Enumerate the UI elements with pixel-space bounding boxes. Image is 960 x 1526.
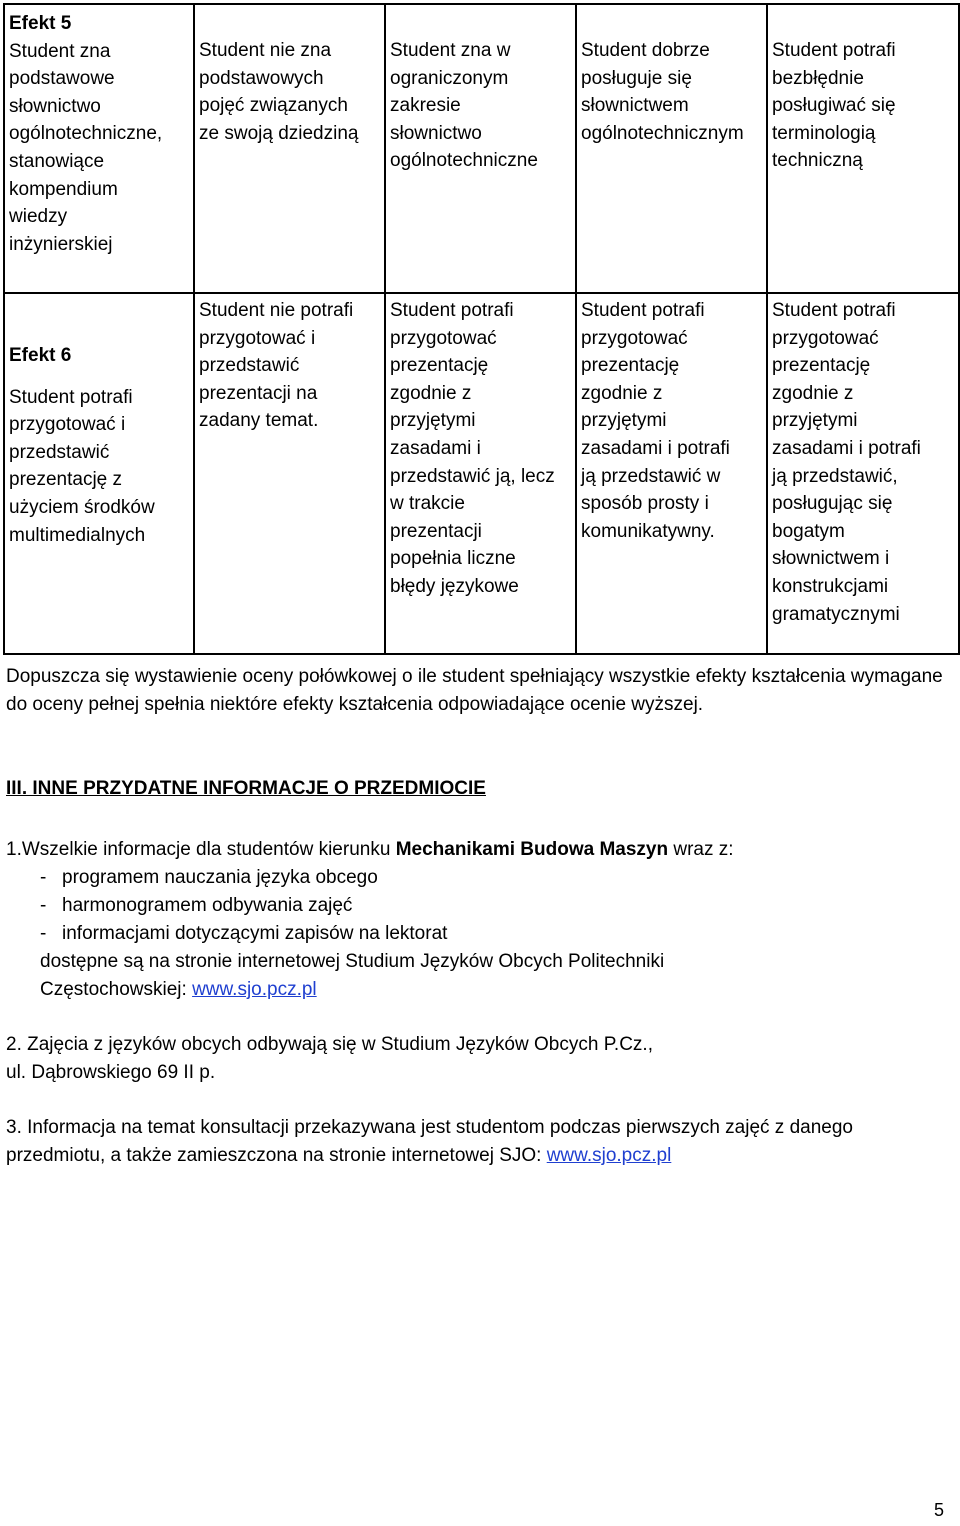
grade-cell xyxy=(194,293,385,654)
effect-description: Student zna podstawowe słownictwo ogólnotechniczne, stanowiące kompendium wiedzy inżynierskiej xyxy=(9,40,163,255)
sjo-website-link[interactable]: www.sjo.pcz.pl xyxy=(192,979,317,1000)
list-item-text: harmonogramem odbywania zajęć xyxy=(62,895,353,916)
table-row xyxy=(4,293,959,654)
grade-cell xyxy=(385,4,576,293)
grade-cell xyxy=(194,4,385,293)
sjo-website-link[interactable]: www.sjo.pcz.pl xyxy=(546,1145,672,1166)
grade-text: Student potrafi przygotować prezentację zgodnie z przyjętymi zasadami i przedstawić ją, lecz w trakcie prezentacji popełnia liczne błędy językowe xyxy=(390,300,555,597)
grading-note: Dopuszcza się wystawienie oceny połówkowej o ile student spełniający wszystkie efekty kształcenia wymagane do oceny pełnej spełnia niektóre efekty kształcenia odpowiadające ocenie wyższej. xyxy=(6,666,943,715)
info-intro-suffix: wraz z: xyxy=(668,839,734,860)
page-number: 5 xyxy=(933,1500,944,1520)
effect-cell xyxy=(4,293,194,654)
info-intro xyxy=(6,836,950,864)
effect-description: Student potrafi przygotować i przedstawić prezentację z użyciem środków multimedialnych xyxy=(9,386,155,546)
info-line: 2. Zajęcia z języków obcych odbywają się w Studium Języków Obcych P.Cz., xyxy=(6,1034,653,1055)
grade-cell xyxy=(767,293,959,654)
effect-cell xyxy=(4,4,194,293)
info-line: ul. Dąbrowskiego 69 II p. xyxy=(6,1062,216,1083)
grade-cell xyxy=(576,4,767,293)
list-item-text: informacjami dotyczącymi zapisów na lektorat xyxy=(62,923,448,944)
effect-title: Efekt 5 xyxy=(9,13,72,34)
info-intro-prefix: 1.Wszelkie informacje dla studentów kierunku xyxy=(6,839,396,860)
info-text: 3. Informacja na temat konsultacji przekazywana jest studentom podczas pierwszych zajęć z danego przedmiotu, a także zamieszczona na stronie internetowej SJO: xyxy=(6,1117,853,1166)
effects-table xyxy=(3,3,960,655)
effect-title: Efekt 6 xyxy=(9,345,72,366)
list-item xyxy=(6,920,950,948)
dash-bullet: - xyxy=(40,867,47,888)
grade-text: Student potrafi bezbłędnie posługiwać się terminologią techniczną xyxy=(772,40,896,172)
grade-text: Student zna w ograniczonym zakresie słownictwo ogólnotechniczne xyxy=(390,40,538,172)
field-of-study: Mechanikami Budowa Maszyn xyxy=(395,839,669,860)
grade-text: Student nie potrafi przygotować i przedstawić prezentacji na zadany temat. xyxy=(199,300,354,432)
availability-text: Częstochowskiej: xyxy=(40,979,193,1000)
list-item xyxy=(6,864,950,892)
list-item xyxy=(6,892,950,920)
info-item-1 xyxy=(6,836,950,1004)
dash-bullet: - xyxy=(40,923,47,944)
table-row xyxy=(4,4,959,293)
availability-line-2 xyxy=(6,976,950,1004)
info-item-3 xyxy=(6,1114,950,1170)
grade-text: Student potrafi przygotować prezentację zgodnie z przyjętymi zasadami i potrafi ją przedstawić, posługując się bogatym słownictwem i konstrukcjami gramatycznymi xyxy=(772,300,921,625)
grade-text: Student dobrze posługuje się słownictwem ogólnotechnicznym xyxy=(581,40,744,144)
grade-text: Student potrafi przygotować prezentację zgodnie z przyjętymi zasadami i potrafi ją przedstawić w sposób prosty i komunikatywny. xyxy=(581,300,730,542)
grade-text: Student nie zna podstawowych pojęć związanych ze swoją dziedziną xyxy=(199,40,359,144)
availability-line: dostępne są na stronie internetowej Studium Języków Obcych Politechniki xyxy=(40,951,665,972)
list-item-text: programem nauczania języka obcego xyxy=(62,867,378,888)
section-heading: III. INNE PRZYDATNE INFORMACJE O PRZEDMIOCIE xyxy=(6,778,486,799)
grade-cell xyxy=(767,4,959,293)
grade-cell xyxy=(576,293,767,654)
grade-cell xyxy=(385,293,576,654)
dash-bullet: - xyxy=(40,895,47,916)
info-item-2 xyxy=(6,1031,950,1087)
